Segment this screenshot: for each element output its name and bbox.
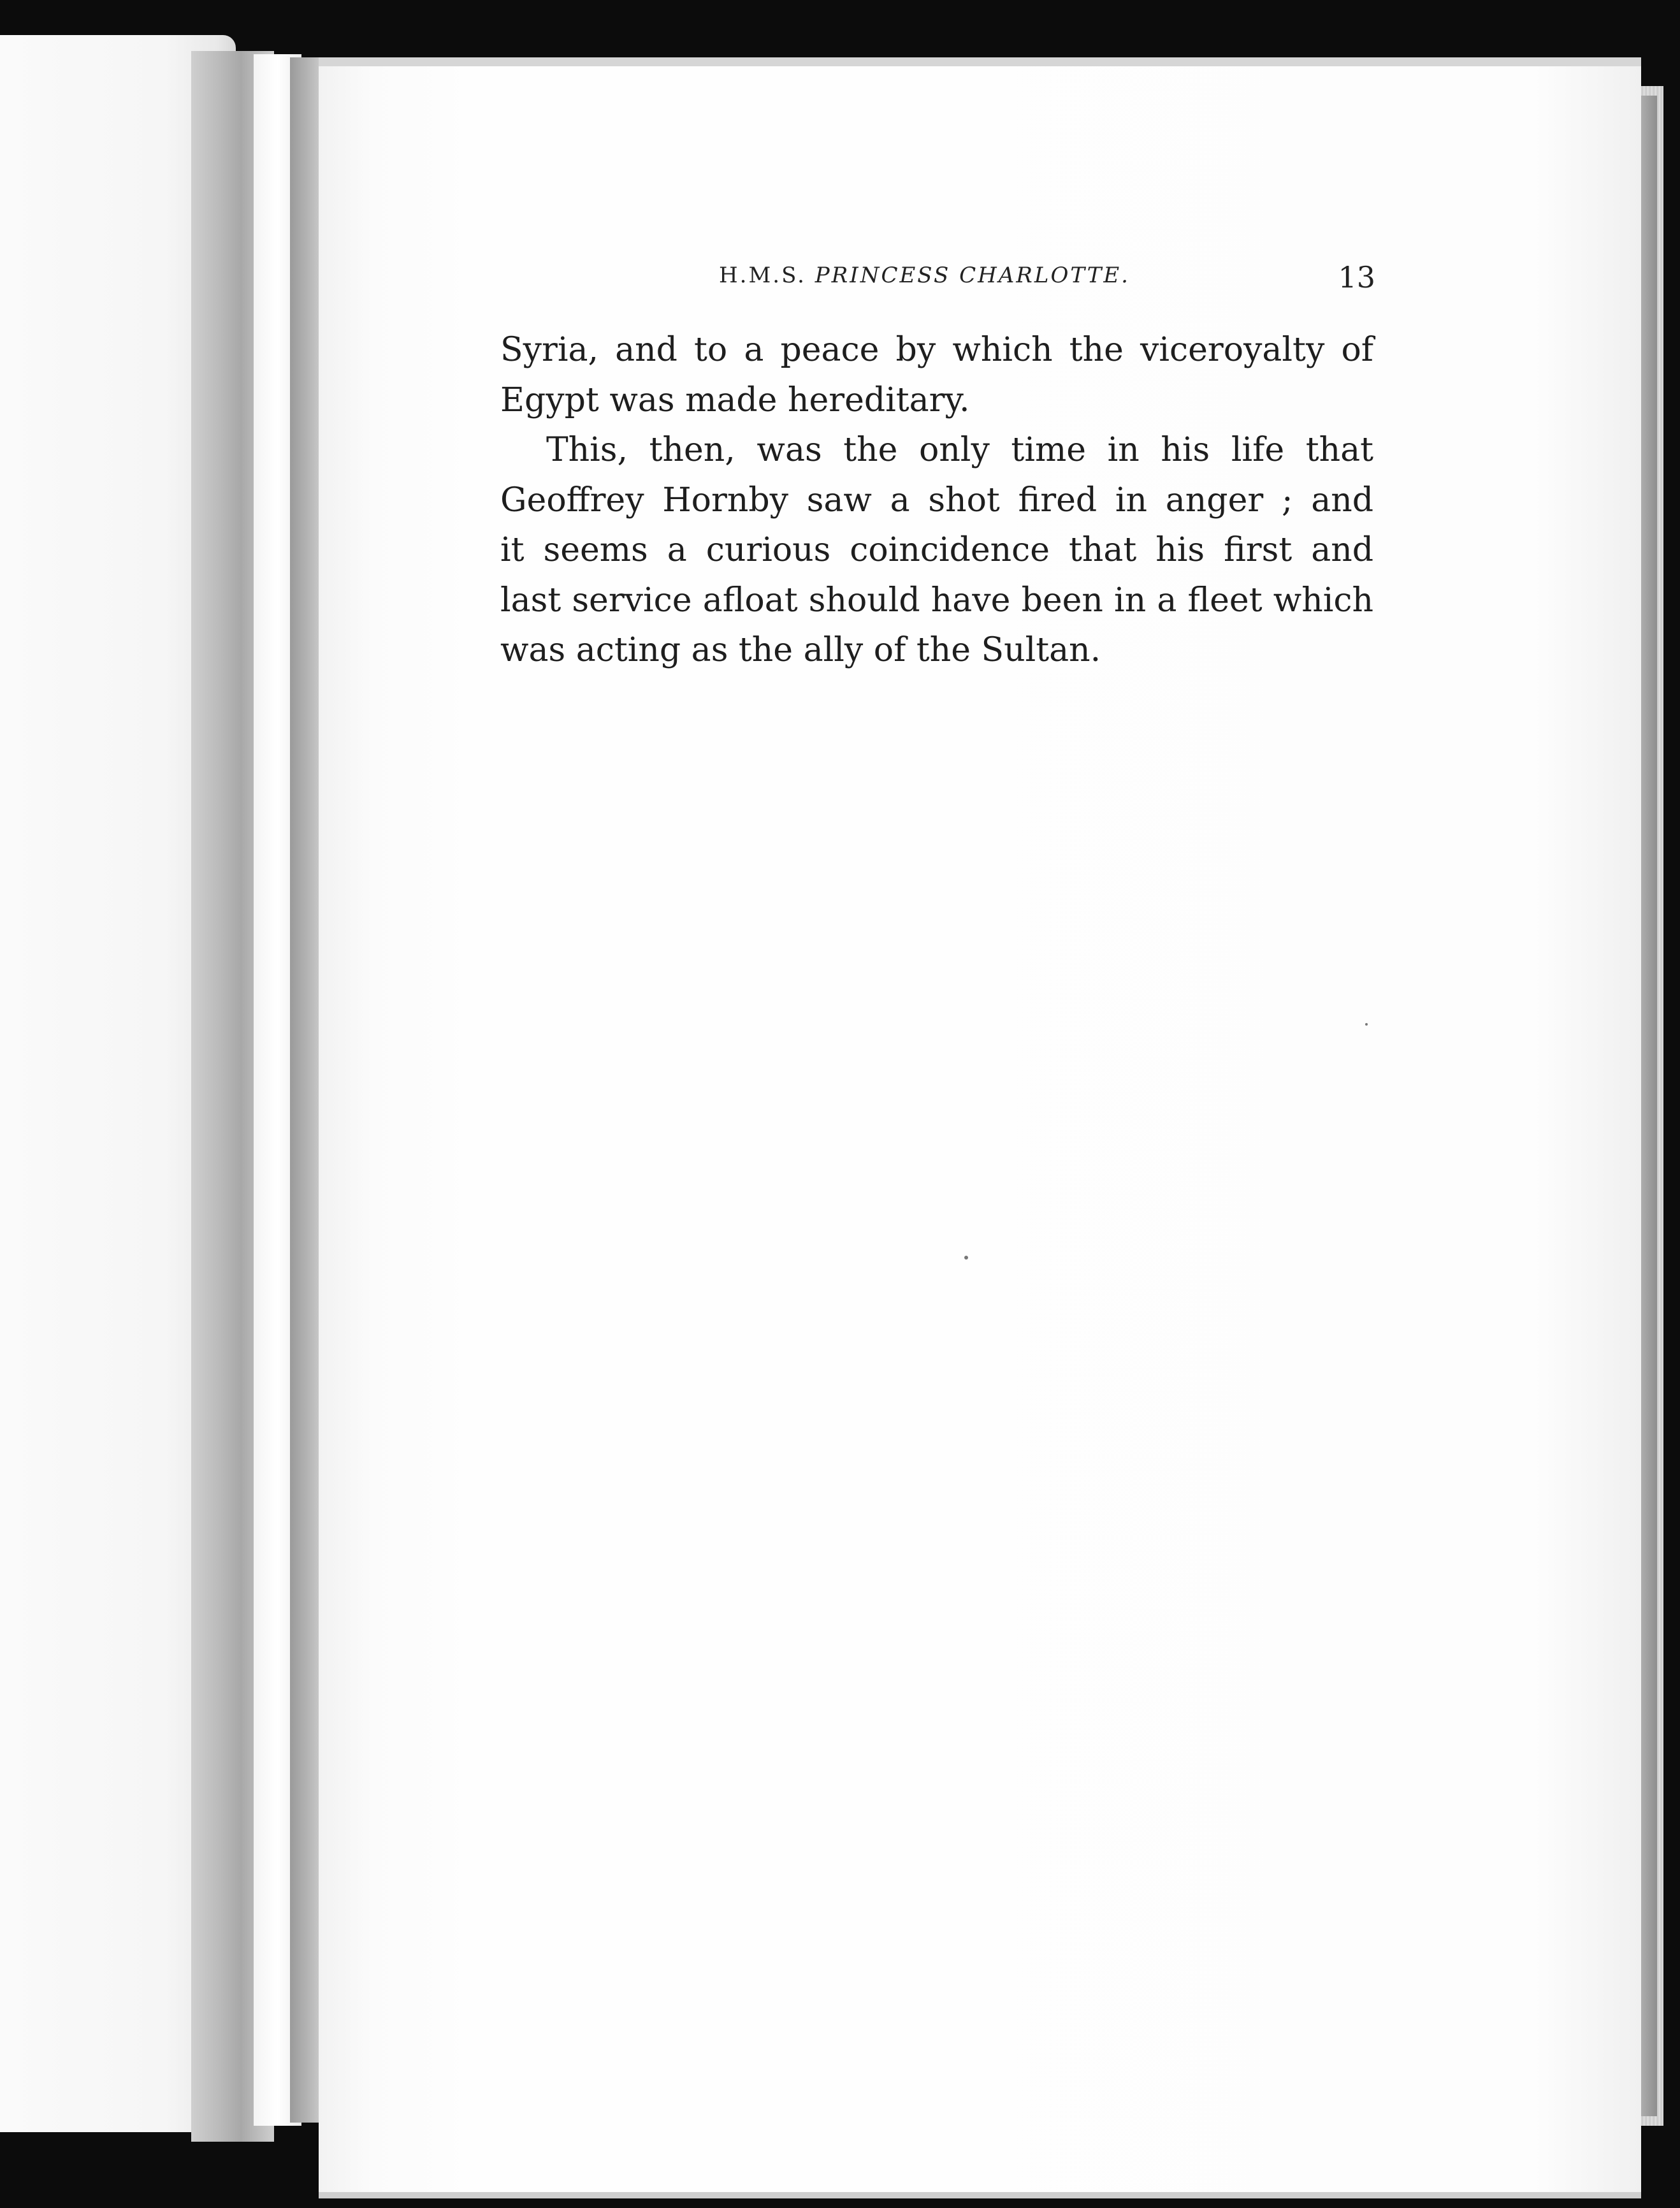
paragraph-1	[500, 325, 1373, 425]
text-line: last service afloat should have been in a fleet which	[500, 581, 1373, 620]
text-line: Geoffrey Hornby saw a shot fired in anger ; and	[500, 481, 1373, 519]
running-head-ship-name: PRINCESS CHARLOTTE.	[815, 263, 1130, 288]
text-line: Syria, and to a peace by which the viceroyalty of	[500, 331, 1373, 369]
text-line: was acting as the ally of the Sultan.	[500, 631, 1101, 669]
body-text	[500, 325, 1373, 676]
text-line: This, then, was the only time in his life that	[546, 431, 1373, 469]
paragraph-2	[500, 425, 1373, 676]
text-line: Egypt was made hereditary.	[500, 381, 970, 419]
paper-speck	[1365, 1023, 1368, 1026]
running-head-prefix: H.M.S.	[719, 263, 806, 288]
text-line: it seems a curious coincidence that his first and	[500, 531, 1373, 569]
page-header	[719, 260, 1375, 298]
running-head	[719, 263, 1130, 288]
paper-speck	[964, 1256, 968, 1260]
page-number: 13	[1338, 260, 1375, 294]
